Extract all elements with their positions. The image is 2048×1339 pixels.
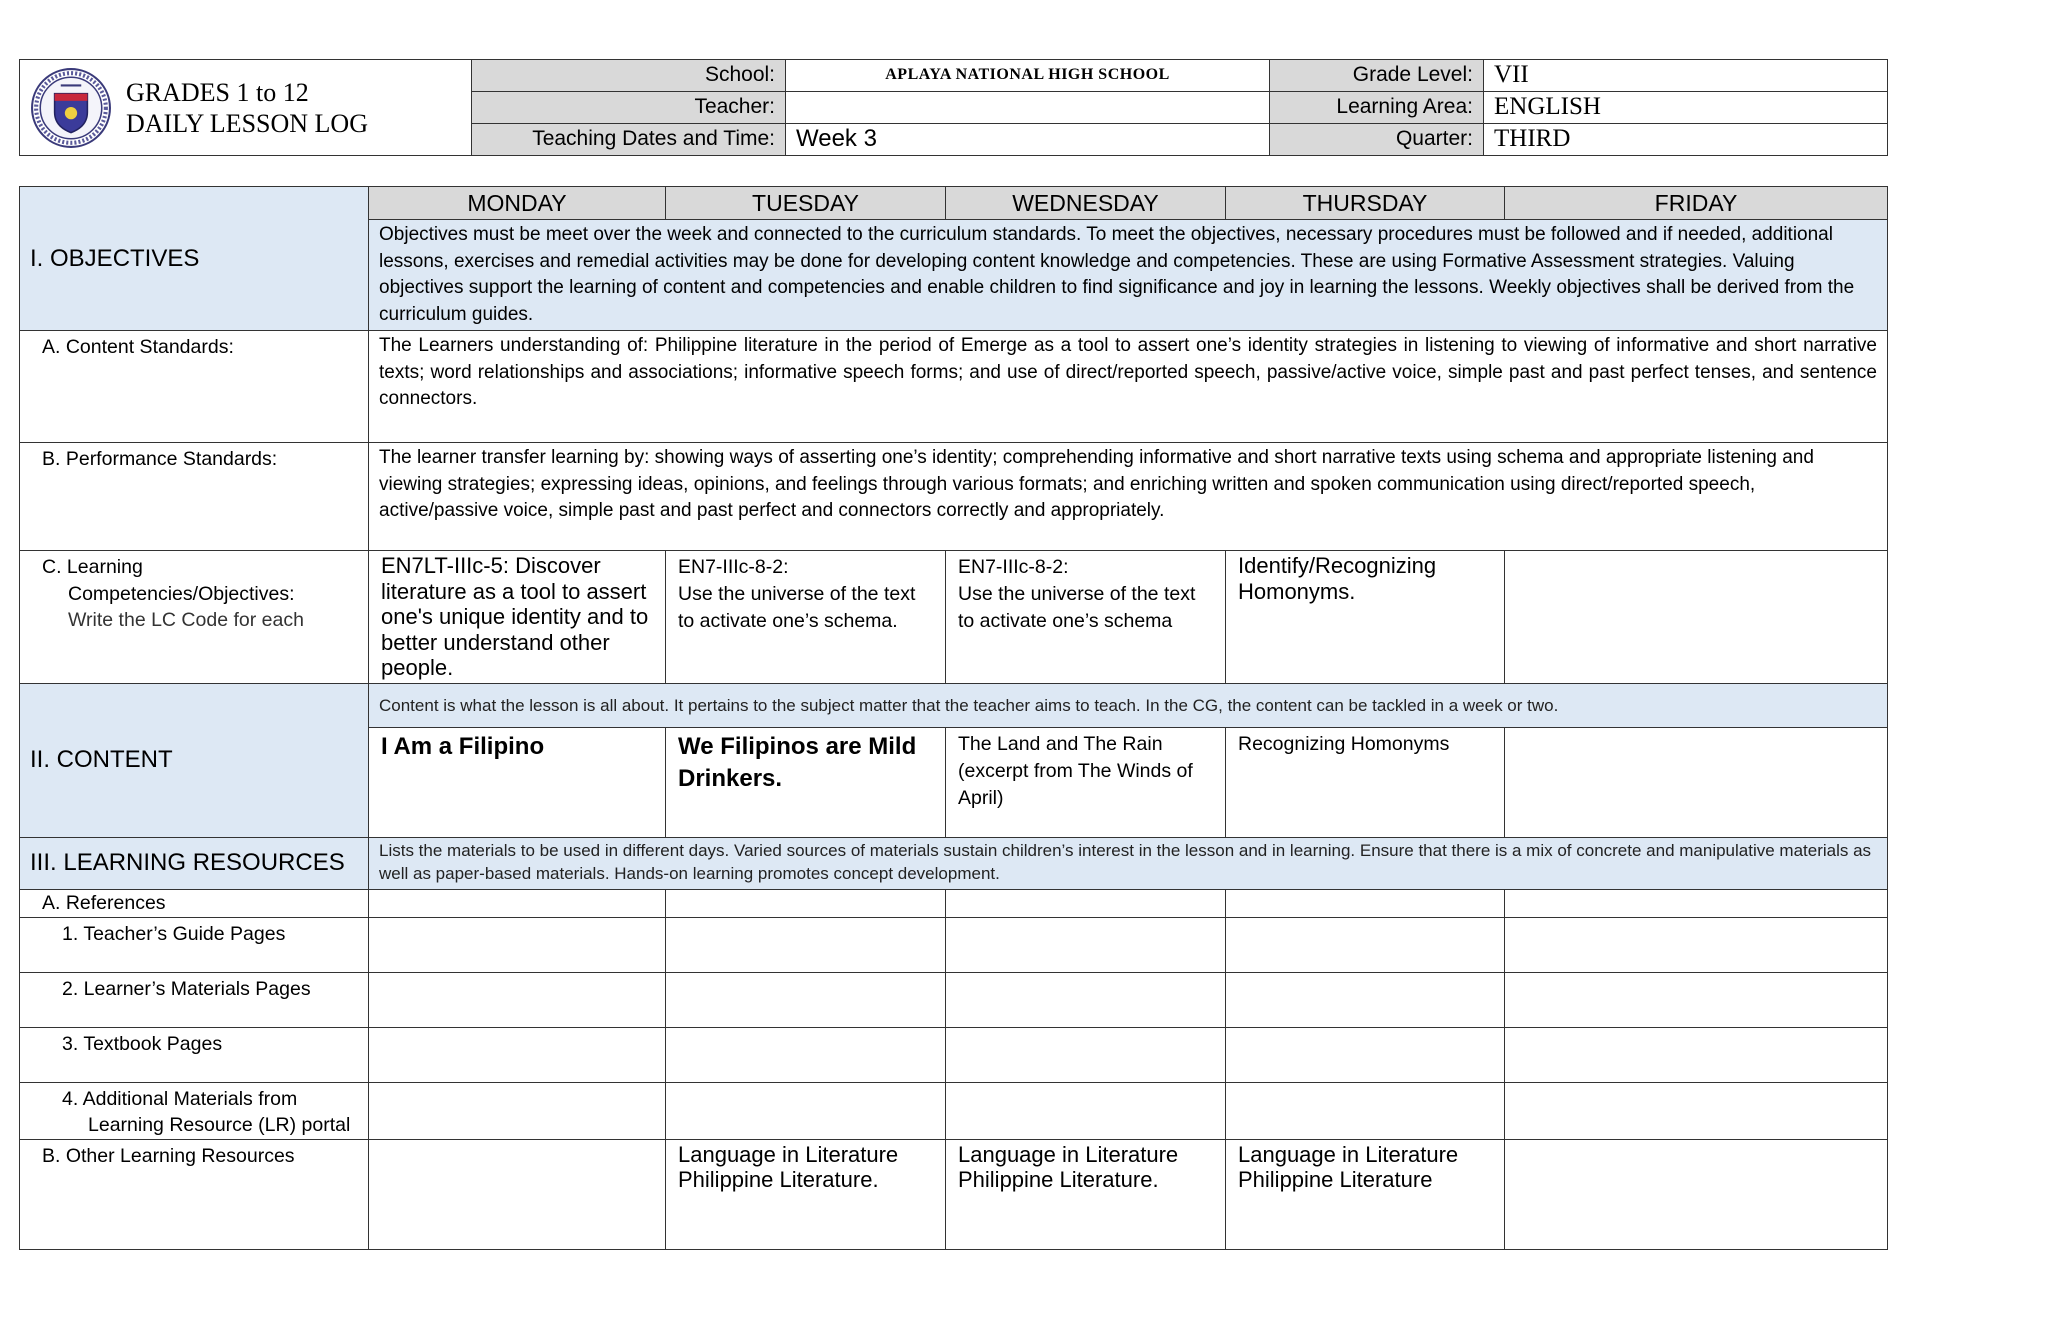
tg-tuesday — [666, 917, 946, 972]
competency-wednesday: EN7-IIIc-8-2: Use the universe of the text to activate one’s schema — [946, 551, 1226, 684]
tb-monday — [369, 1027, 666, 1082]
content-note: Content is what the lesson is all about. It pertains to the subject matter that the teacher aims to teach. In the CG, the content can be tackled in a week or two. — [369, 683, 1888, 727]
grade-level-value: VII — [1484, 60, 1888, 92]
competency-monday: EN7LT-IIIc-5: Discover literature as a tool to assert one's unique identity and to better understand other people. — [369, 551, 666, 684]
content-heading: II. CONTENT — [20, 683, 369, 837]
competency-tuesday: EN7-IIIc-8-2: Use the universe of the text to activate one’s schema. — [666, 551, 946, 684]
tg-friday — [1505, 917, 1888, 972]
tg-monday — [369, 917, 666, 972]
am-monday — [369, 1082, 666, 1139]
references-monday — [369, 889, 666, 917]
header-title-cell — [20, 60, 472, 156]
competency-friday — [1505, 551, 1888, 684]
teaching-dates-value: Week 3 — [786, 124, 1270, 156]
tb-tuesday — [666, 1027, 946, 1082]
title-line-1: GRADES 1 to 12 — [126, 77, 309, 107]
day-monday: MONDAY — [369, 187, 666, 220]
performance-standards-text: The learner transfer learning by: showing ways of asserting one’s identity; comprehending informative and short narrative texts using schema and appropriate listening and viewing strategies; expressing ideas, opinions, and feelings through various formats; and enriching written and spoken communication using direct/reported speech, active/passive voice, simple past and past perfect and connectors correctly and appropriately. — [369, 443, 1888, 551]
performance-standards-label: B. Performance Standards: — [20, 443, 369, 551]
day-thursday: THURSDAY — [1226, 187, 1505, 220]
tb-friday — [1505, 1027, 1888, 1082]
topic-tuesday: We Filipinos are Mild Drinkers. — [666, 727, 946, 837]
references-friday — [1505, 889, 1888, 917]
day-friday: FRIDAY — [1505, 187, 1888, 220]
teaching-dates-label: Teaching Dates and Time: — [472, 124, 786, 156]
learners-materials-label: 2. Learner’s Materials Pages — [20, 972, 369, 1027]
quarter-label: Quarter: — [1270, 124, 1484, 156]
topic-wednesday: The Land and The Rain (excerpt from The Winds of April) — [946, 727, 1226, 837]
lm-tuesday — [666, 972, 946, 1027]
topic-thursday: Recognizing Homonyms — [1226, 727, 1505, 837]
additional-materials-label — [20, 1082, 369, 1139]
references-thursday — [1226, 889, 1505, 917]
lm-wednesday — [946, 972, 1226, 1027]
other-monday — [369, 1139, 666, 1249]
am-thursday — [1226, 1082, 1505, 1139]
other-friday — [1505, 1139, 1888, 1249]
references-label: A. References — [20, 889, 369, 917]
learning-resources-heading: III. LEARNING RESOURCES — [20, 837, 369, 889]
day-tuesday: TUESDAY — [666, 187, 946, 220]
textbook-pages-label: 3. Textbook Pages — [20, 1027, 369, 1082]
competencies-label-line-3: Write the LC Code for each — [68, 609, 304, 631]
tg-wednesday — [946, 917, 1226, 972]
competencies-label-line-1: C. Learning — [42, 556, 143, 578]
content-standards-text: The Learners understanding of: Philippine literature in the period of Emerge as a tool to assert one’s identity strategies in listening to viewing of informative and short narrative texts; word relationships and associations; informative speech forms; and use of direct/reported speech, passive/active voice, simple past and past perfect tenses, and sentence connectors. — [369, 331, 1888, 443]
other-thursday: Language in Literature Philippine Literature — [1226, 1139, 1505, 1249]
header-table — [19, 59, 1888, 156]
lm-friday — [1505, 972, 1888, 1027]
tb-wednesday — [946, 1027, 1226, 1082]
tb-thursday — [1226, 1027, 1505, 1082]
learning-resources-note: Lists the materials to be used in different days. Varied sources of materials sustain children’s interest in the lesson and in learning. Ensure that there is a mix of concrete and manipulative materials as well as paper-based materials. Hands-on learning promotes concept development. — [369, 837, 1888, 889]
other-wednesday: Language in Literature Philippine Literature. — [946, 1139, 1226, 1249]
references-wednesday — [946, 889, 1226, 917]
school-label: School: — [472, 60, 786, 92]
deped-seal-icon — [30, 67, 112, 149]
school-value: APLAYA NATIONAL HIGH SCHOOL — [786, 60, 1270, 92]
additional-materials-line-1: 4. Additional Materials from — [62, 1087, 298, 1110]
teacher-value — [786, 92, 1270, 124]
quarter-value: THIRD — [1484, 124, 1888, 156]
lm-monday — [369, 972, 666, 1027]
learning-area-value: ENGLISH — [1484, 92, 1888, 124]
grade-level-label: Grade Level: — [1270, 60, 1484, 92]
am-friday — [1505, 1082, 1888, 1139]
topic-friday — [1505, 727, 1888, 837]
topic-monday: I Am a Filipino — [369, 727, 666, 837]
lesson-log-table — [19, 186, 1888, 1250]
lm-thursday — [1226, 972, 1505, 1027]
teacher-label: Teacher: — [472, 92, 786, 124]
objectives-note: Objectives must be meet over the week and connected to the curriculum standards. To meet the objectives, necessary procedures must be followed and if needed, additional lessons, exercises and remedial activities may be done for developing content knowledge and competencies. These are using Formative Assessment strategies. Valuing objectives support the learning of content and competencies and enable children to find significance and joy in learning the lessons. Weekly objectives shall be derived from the curriculum guides. — [369, 220, 1888, 331]
am-wednesday — [946, 1082, 1226, 1139]
teachers-guide-label: 1. Teacher’s Guide Pages — [20, 917, 369, 972]
other-resources-label: B. Other Learning Resources — [20, 1139, 369, 1249]
competencies-label-line-2: Competencies/Objectives: — [68, 582, 295, 605]
competencies-label — [20, 551, 369, 684]
references-tuesday — [666, 889, 946, 917]
competency-thursday: Identify/Recognizing Homonyms. — [1226, 551, 1505, 684]
other-tuesday: Language in Literature Philippine Literature. — [666, 1139, 946, 1249]
objectives-heading: I. OBJECTIVES — [20, 187, 369, 331]
learning-area-label: Learning Area: — [1270, 92, 1484, 124]
content-standards-label: A. Content Standards: — [20, 331, 369, 443]
am-tuesday — [666, 1082, 946, 1139]
tg-thursday — [1226, 917, 1505, 972]
day-wednesday: WEDNESDAY — [946, 187, 1226, 220]
title-line-2: DAILY LESSON LOG — [126, 108, 368, 138]
additional-materials-line-2: Learning Resource (LR) portal — [88, 1114, 351, 1136]
